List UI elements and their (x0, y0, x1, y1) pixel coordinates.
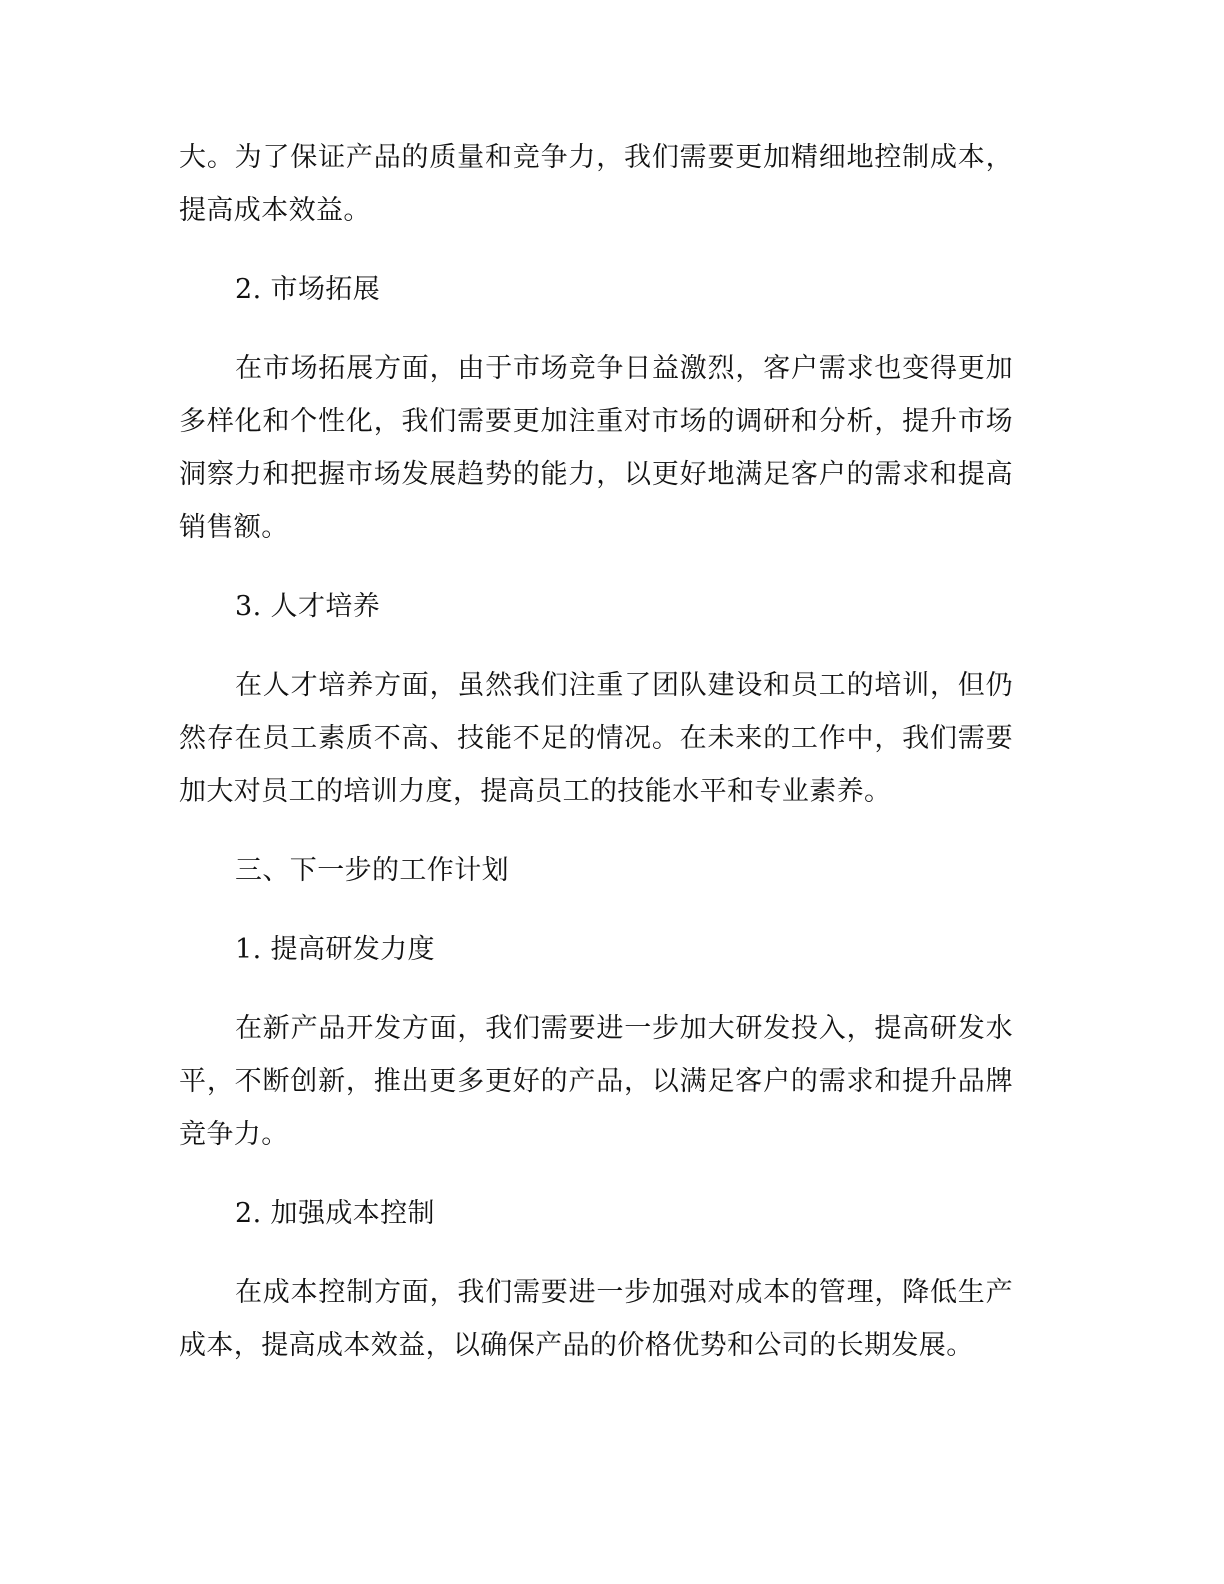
heading-talent-training: 3. 人才培养 (235, 591, 381, 622)
paragraph-talent-training: 在人才培养方面，虽然我们注重了团队建设和员工的培训，但仍然存在员工素质不高、技能不足的情况。在未来的工作中，我们需要加大对员工的培训力度，提高员工的技能水平和专业素养。 (179, 670, 1013, 807)
document-body (179, 131, 1013, 1398)
paragraph-cost-continuation: 大。为了保证产品的质量和竞争力，我们需要更加精细地控制成本，提高成本效益。 (179, 142, 1013, 226)
paragraph-cost-control: 在成本控制方面，我们需要进一步加强对成本的管理，降低生产成本，提高成本效益，以确保产品的价格优势和公司的长期发展。 (179, 1277, 1013, 1361)
heading-market-expansion: 2. 市场拓展 (235, 274, 381, 305)
section-heading-next-plan: 三、下一步的工作计划 (235, 855, 509, 886)
heading-rd-investment: 1. 提高研发力度 (235, 934, 435, 965)
paragraph-rd-investment: 在新产品开发方面，我们需要进一步加大研发投入，提高研发水平，不断创新，推出更多更好的产品，以满足客户的需求和提升品牌竞争力。 (179, 1013, 1013, 1150)
paragraph-market-expansion: 在市场拓展方面，由于市场竞争日益激烈，客户需求也变得更加多样化和个性化，我们需要更加注重对市场的调研和分析，提升市场洞察力和把握市场发展趋势的能力，以更好地满足客户的需求和提高销售额。 (179, 353, 1013, 543)
heading-cost-control: 2. 加强成本控制 (235, 1198, 435, 1229)
